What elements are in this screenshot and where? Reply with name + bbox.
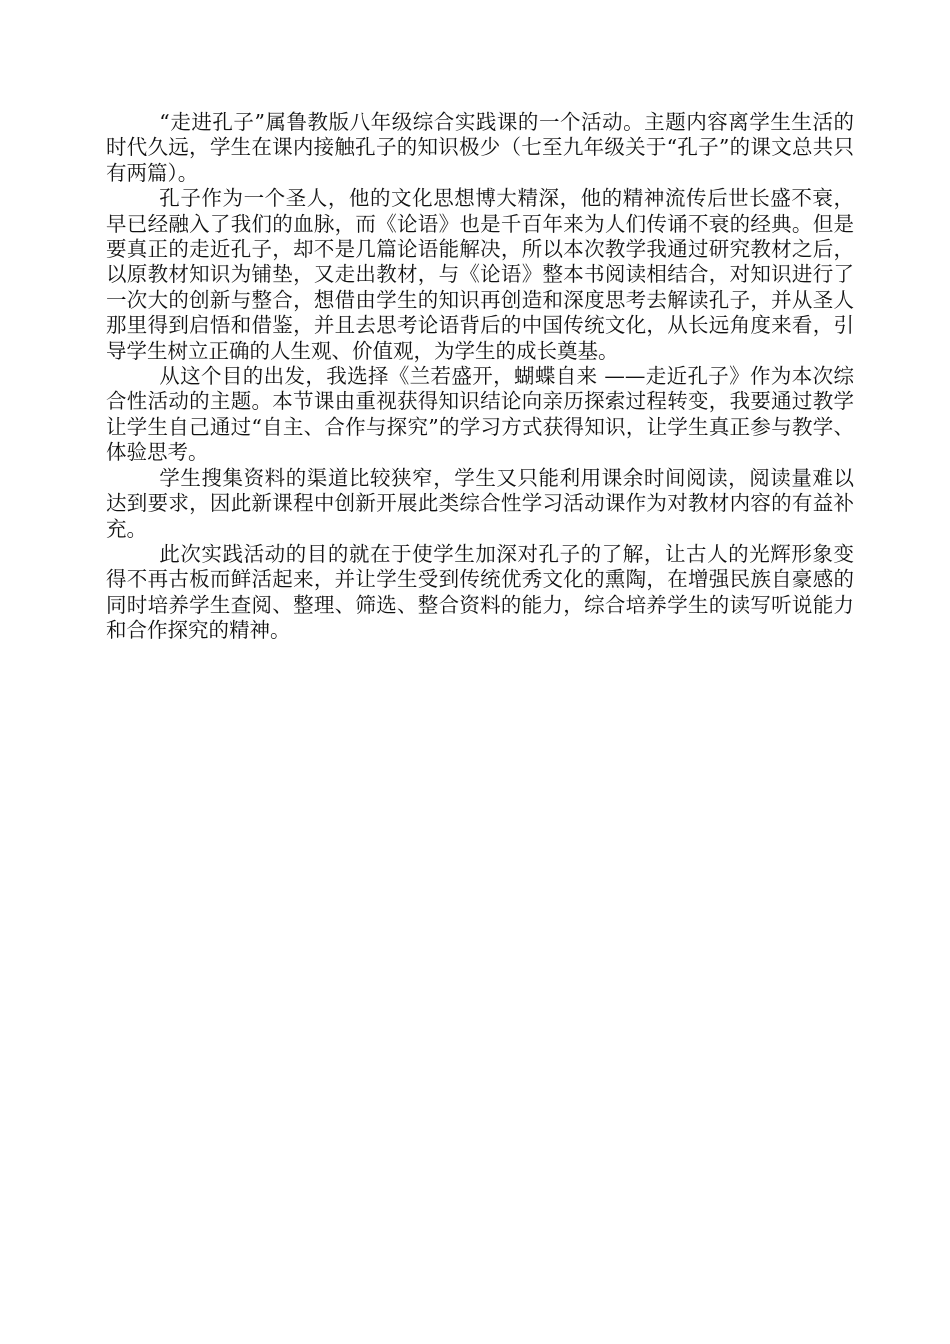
- paragraph-purpose: 从这个目的出发，我选择《兰若盛开，蝴蝶自来 ——走近孔子》作为本次综合性活动的主题。本节课由重视获得知识结论向亲历探索过程转变，我要通过教学让学生自己通过“自主、合作与探究”的学习方式获得知识，让学生真正参与教学、体验思考。: [106, 364, 854, 465]
- document-body: [106, 110, 854, 644]
- paragraph-intro: “走进孔子”属鲁教版八年级综合实践课的一个活动。主题内容离学生生活的时代久远，学生在课内接触孔子的知识极少（七至九年级关于“孔子”的课文总共只有两篇）。: [106, 110, 854, 185]
- paragraph-resources: 学生搜集资料的渠道比较狭窄，学生又只能利用课余时间阅读，阅读量难以达到要求，因此新课程中创新开展此类综合性学习活动课作为对教材内容的有益补充。: [106, 465, 854, 541]
- paragraph-confucius: 孔子作为一个圣人，他的文化思想博大精深，他的精神流传后世长盛不衰，早已经融入了我们的血脉，而《论语》也是千百年来为人们传诵不衰的经典。但是要真正的走近孔子，却不是几篇论语能解决，所以本次教学我通过研究教材之后，以原教材知识为铺垫，又走出教材，与《论语》整本书阅读相结合，对知识进行了一次大的创新与整合，想借由学生的知识再创造和深度思考去解读孔子，并从圣人那里得到启悟和借鉴，并且去思考论语背后的中国传统文化，从长远角度来看，引导学生树立正确的人生观、价值观，为学生的成长奠基。: [106, 186, 854, 363]
- paragraph-goal: 此次实践活动的目的就在于使学生加深对孔子的了解，让古人的光辉形象变得不再古板而鲜活起来，并让学生受到传统优秀文化的熏陶，在增强民族自豪感的同时培养学生查阅、整理、筛选、整合资料的能力，综合培养学生的读写听说能力和合作探究的精神。: [106, 541, 854, 643]
